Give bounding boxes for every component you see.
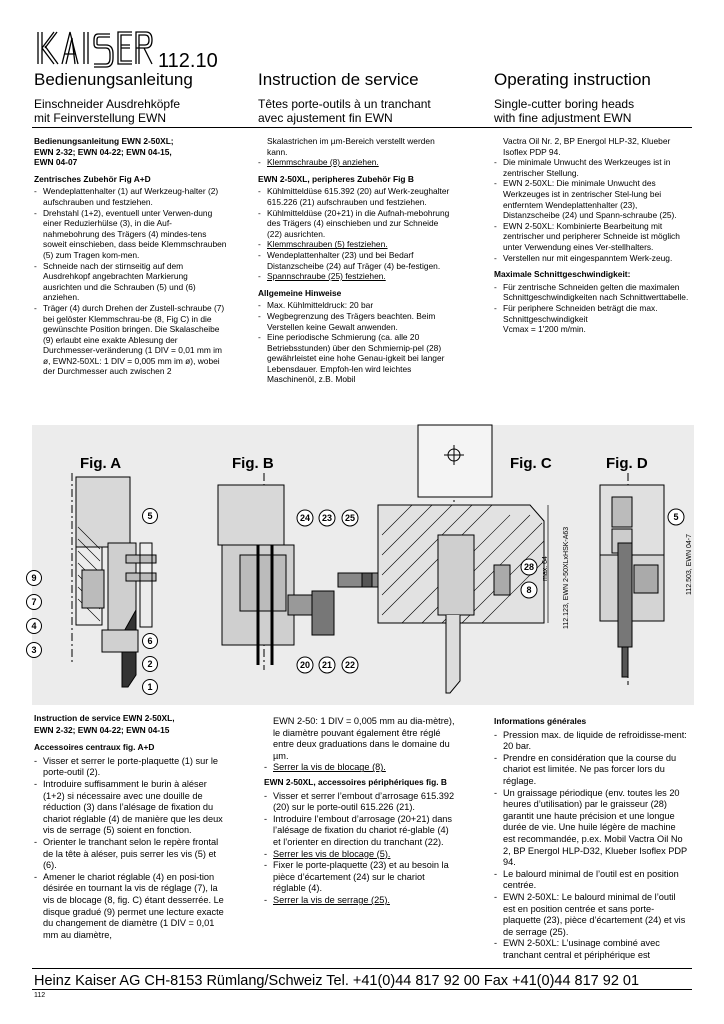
list-item: - Le balourd minimal de l’outil est en position centrée.	[494, 869, 690, 892]
fig-b-label: Fig. B	[232, 455, 274, 472]
footer-divider-bottom	[32, 989, 692, 990]
list-item: - Amener le chariot réglable (4) en posi-tion désirée en tournant la vis de réglage (7), la vis de blocage (8, fig. C) étant desserrée. Le disque gradué (9) permet une lecture exacte du changement de diamètre (1 DIV = 0,01 mm au diamètre,	[34, 872, 230, 942]
list-item: - Orienter le tranchant selon le repère frontal de la tête à aléser, puis serrer les vis (5) et (6).	[34, 837, 230, 872]
list-item: - Kühlmitteldüse (20+21) in die Aufnah-mebohrung des Trägers (4) einschieben und zur Schneide (22) ausrichten.	[258, 208, 452, 240]
list-item: - Visser et serrer le porte-plaquette (1) sur le porte-outil (2).	[34, 756, 230, 779]
subtitle-de: Einschneider Ausdrehköpfe mit Feinverstellung EWN	[34, 97, 181, 125]
callout-d: 5	[673, 512, 679, 522]
list-item: - Spannschraube (25) festziehen.	[258, 271, 452, 282]
fr-column-2	[264, 716, 456, 910]
list-item: - Für periphere Schneiden beträgt die max. Schnittgeschwindigkeit	[494, 303, 690, 324]
de-peripheral-list	[258, 186, 452, 281]
callout-a: 1	[147, 682, 153, 692]
list-item: - Fixer le porte-plaquette (23) et au besoin la pièce d’écartement (24) sur le chariot réglable (4).	[264, 860, 456, 895]
fig-d-label: Fig. D	[606, 455, 648, 472]
list-item: - Kühlmitteldüse 615.392 (20) auf Werk-zeughalter 615.226 (21) aufschrauben und festziehen.	[258, 186, 452, 207]
fig-a-label: Fig. A	[80, 455, 122, 472]
fr-general-list	[494, 730, 690, 962]
list-item: - Wegbegrenzung des Trägers beachten. Beim Verstellen keine Gewalt anwenden.	[258, 311, 452, 332]
list-item: - Klemmschraube (8) anziehen.	[258, 157, 452, 168]
callout-b: 22	[344, 660, 356, 670]
list-item: - Serrer la vis de blocage (8).	[264, 762, 456, 774]
fr-column-3	[494, 716, 690, 964]
de-central-list	[34, 186, 228, 377]
list-item: - Serrer la vis de serrage (25).	[264, 895, 456, 907]
fig-d-callouts	[668, 509, 684, 525]
footer-divider	[32, 968, 692, 969]
de-column-2	[258, 136, 452, 388]
list-item: - Max. Kühlmitteldruck: 20 bar	[258, 300, 452, 311]
dim-max-64: max. 64	[542, 556, 549, 581]
de-central-title: Zentrisches Zubehör Fig A+D	[34, 173, 151, 184]
fr-central-list	[34, 756, 230, 942]
callout-a: 6	[147, 636, 153, 646]
callout-a: 7	[31, 597, 37, 607]
list-item: Skalastrichen im µm-Bereich verstellt werden kann.	[267, 136, 435, 157]
list-item: - Serrer les vis de blocage (5).	[264, 849, 456, 861]
callout-b: 24	[299, 513, 311, 523]
list-item: - Un graissage périodique (env. toutes les 20 heures d’utilisation) par le graisseur (28) garantit une haute précision et une longue durée de vie. Une huile légère de machine est recommandée, p.ex. Mobil Vactra Oil No 2, BP Energol HLP-D32, Klueber Isoflex PDP 94.	[494, 788, 690, 869]
code-c: 112.123, EWN 2-50XLxHSK-A63	[563, 526, 570, 629]
list-item: - Introduire l’embout d’arrosage (20+21) dans l’alésage de fixation du chariot ré-glable (4) et l’orienter en direction du tranchant (22).	[264, 814, 456, 849]
list-item: Vactra Oil Nr. 2, BP Energol HLP-32, Klueber Isoflex PDP 94.	[503, 136, 671, 157]
list-item: - EWN 2-50XL: Le balourd minimal de l’outil est en position centrée et sans porte-plaquette (23), pièce d’écartement (24) et vis de serrage (25).	[494, 892, 690, 938]
callout-a: 9	[31, 573, 37, 583]
col-title-de: Bedienungsanleitung	[34, 70, 193, 89]
list-item: - EWN 2-50XL: Die minimale Unwucht des Werkzeuges ist in zentrischer Stel-lung bei entferntem Wendeplattenhalter (23), Distanzscheibe (24) und Spann-schraube (25).	[494, 178, 690, 220]
list-item: - Klemmschrauben (5) festziehen.	[258, 239, 452, 250]
list-item: - Visser et serrer l’embout d’arrosage 615.392 (20) sur le porte-outil 615.226 (21).	[264, 791, 456, 814]
callout-a: 3	[31, 645, 37, 655]
list-item: - Wendeplattenhalter (1) auf Werkzeug-halter (2) aufschrauben und festziehen.	[34, 186, 228, 207]
callout-c: 28	[523, 562, 535, 572]
list-item: - Wendeplattenhalter (23) und bei Bedarf Distanzscheibe (24) auf Träger (4) be-festigen.	[258, 250, 452, 271]
callout-b: 20	[299, 660, 311, 670]
de-column-1	[34, 136, 228, 380]
col-title-en: Operating instruction	[494, 70, 651, 89]
page-number: 112.10	[158, 50, 218, 72]
footer-page: 112	[34, 992, 46, 999]
code-d: 112.503, EWN 04-7	[686, 534, 693, 595]
de-speed-list	[494, 282, 690, 335]
fr-heading: Instruction de service EWN 2-50XL, EWN 2-32; EWN 04-22; EWN 04-15	[34, 713, 175, 735]
list-item: Vcmax = 1'200 m/min.	[503, 324, 586, 335]
list-item: EWN 2-50: 1 DIV = 0,005 mm au dia-mètre), le diamètre pouvant également être réglé entre deux graduations dans le domaine du µm.	[273, 716, 455, 761]
footer-contact: Heinz Kaiser AG CH-8153 Rümlang/Schweiz Tel. +41(0)44 817 92 00 Fax +41(0)44 817 92 01	[34, 973, 640, 989]
callout-b: 25	[344, 513, 356, 523]
header-divider	[32, 127, 692, 128]
callout-b: 23	[321, 513, 333, 523]
list-item: - Die minimale Unwucht des Werkzeuges ist in zentrischer Stellung.	[494, 157, 690, 178]
fr-central-title: Accessoires centraux fig. A+D	[34, 742, 155, 753]
col-title-fr: Instruction de service	[258, 70, 419, 89]
fr-column-1	[34, 713, 230, 944]
list-item: - Drehstahl (1+2), eventuell unter Verwen-dung einer Reduzierhülse (3), in die Auf-nahmebohrung des Trägers (4) mindes-tens soweit einschieben, dass beide Klemmschrauben (5) zum Tragen kom-men.	[34, 208, 228, 261]
de-column-3	[494, 136, 690, 338]
fr-general-title: Informations générales	[494, 716, 587, 726]
de-general-title: Allgemeine Hinweise	[258, 287, 342, 298]
list-item: - Eine periodische Schmierung (ca. alle 20 Betriebsstunden) über den Schmiernip-pel (28) gewährleistet eine hohe Genau-igkeit bei langer Lebensdauer. Empfoh-len wird leichtes Maschinenöl, z.B. Mobil	[258, 332, 452, 385]
callout-a: 5	[147, 511, 153, 521]
list-item: - Pression max. de liquide de refroidisse-ment: 20 bar.	[494, 730, 690, 753]
callout-a: 2	[147, 659, 153, 669]
list-item: - EWN 2-50XL: Kombinierte Bearbeitung mit zentrischer und peripherer Schneide ist möglich unter Verwendung eines Ver-stellhalters.	[494, 221, 690, 253]
figure-panel	[32, 425, 694, 705]
list-item: - Für zentrische Schneiden gelten die maximalen Schnittgeschwindigkeiten nach Schnittwerttabelle.	[494, 282, 690, 303]
de-general-list	[258, 300, 452, 385]
list-item: - Prendre en considération que la course du chariot est limitée. Ne pas forcer lors du réglage.	[494, 753, 690, 788]
de-heading: Bedienungsanleitung EWN 2-50XL; EWN 2-32; EWN 04-22; EWN 04-15, EWN 04-07	[34, 136, 174, 168]
de-speed-title: Maximale Schnittgeschwindigkeit:	[494, 269, 631, 280]
fig-c-label: Fig. C	[510, 455, 552, 472]
list-item: - Verstellen nur mit eingespanntem Werk-zeug.	[494, 253, 690, 264]
callout-c: 8	[526, 585, 532, 595]
list-item: - Schneide nach der stirnseitig auf dem Ausdrehkopf angebrachten Markierung ausrichten und die Schrauben (5) und (6) anziehen.	[34, 261, 228, 303]
subtitle-fr: Têtes porte-outils à un tranchant avec ajustement fin EWN	[258, 97, 431, 125]
subtitle-en: Single-cutter boring heads with fine adjustment EWN	[494, 97, 635, 125]
fr-peripheral-title: EWN 2-50XL, accessoires périphériques fig. B	[264, 776, 447, 787]
callout-a: 4	[31, 621, 37, 631]
kaiser-logo	[36, 28, 154, 68]
callout-b: 21	[321, 660, 333, 670]
list-item: - Träger (4) durch Drehen der Zustell-schraube (7) bei gelöster Klemmschrau-be (8, Fig C) in die gewünschte Position bringen. Die Skalascheibe (9) erlaubt eine exakte Ablesung der Durchmesser-veränderung (1 DIV = 0,01 mm im ø, EWN2-50XL: 1 DIV = 0,005 mm im ø), wobei der Durchmesser auch zwischen 2	[34, 303, 228, 377]
de-peripheral-title: EWN 2-50XL, peripheres Zubehör Fig B	[258, 173, 414, 184]
fr-peripheral-list	[264, 791, 456, 907]
list-item: - Introduire suffisamment le burin à aléser (1+2) si nécessaire avec une douille de réduction (3) dans l’alésage de fixation du chariot réglable (4) de manière que les deux vis de serrage (5) soient en fonction.	[34, 779, 230, 837]
list-item: - EWN 2-50XL: L’usinage combiné avec tranchant central et périphérique est	[494, 938, 690, 961]
